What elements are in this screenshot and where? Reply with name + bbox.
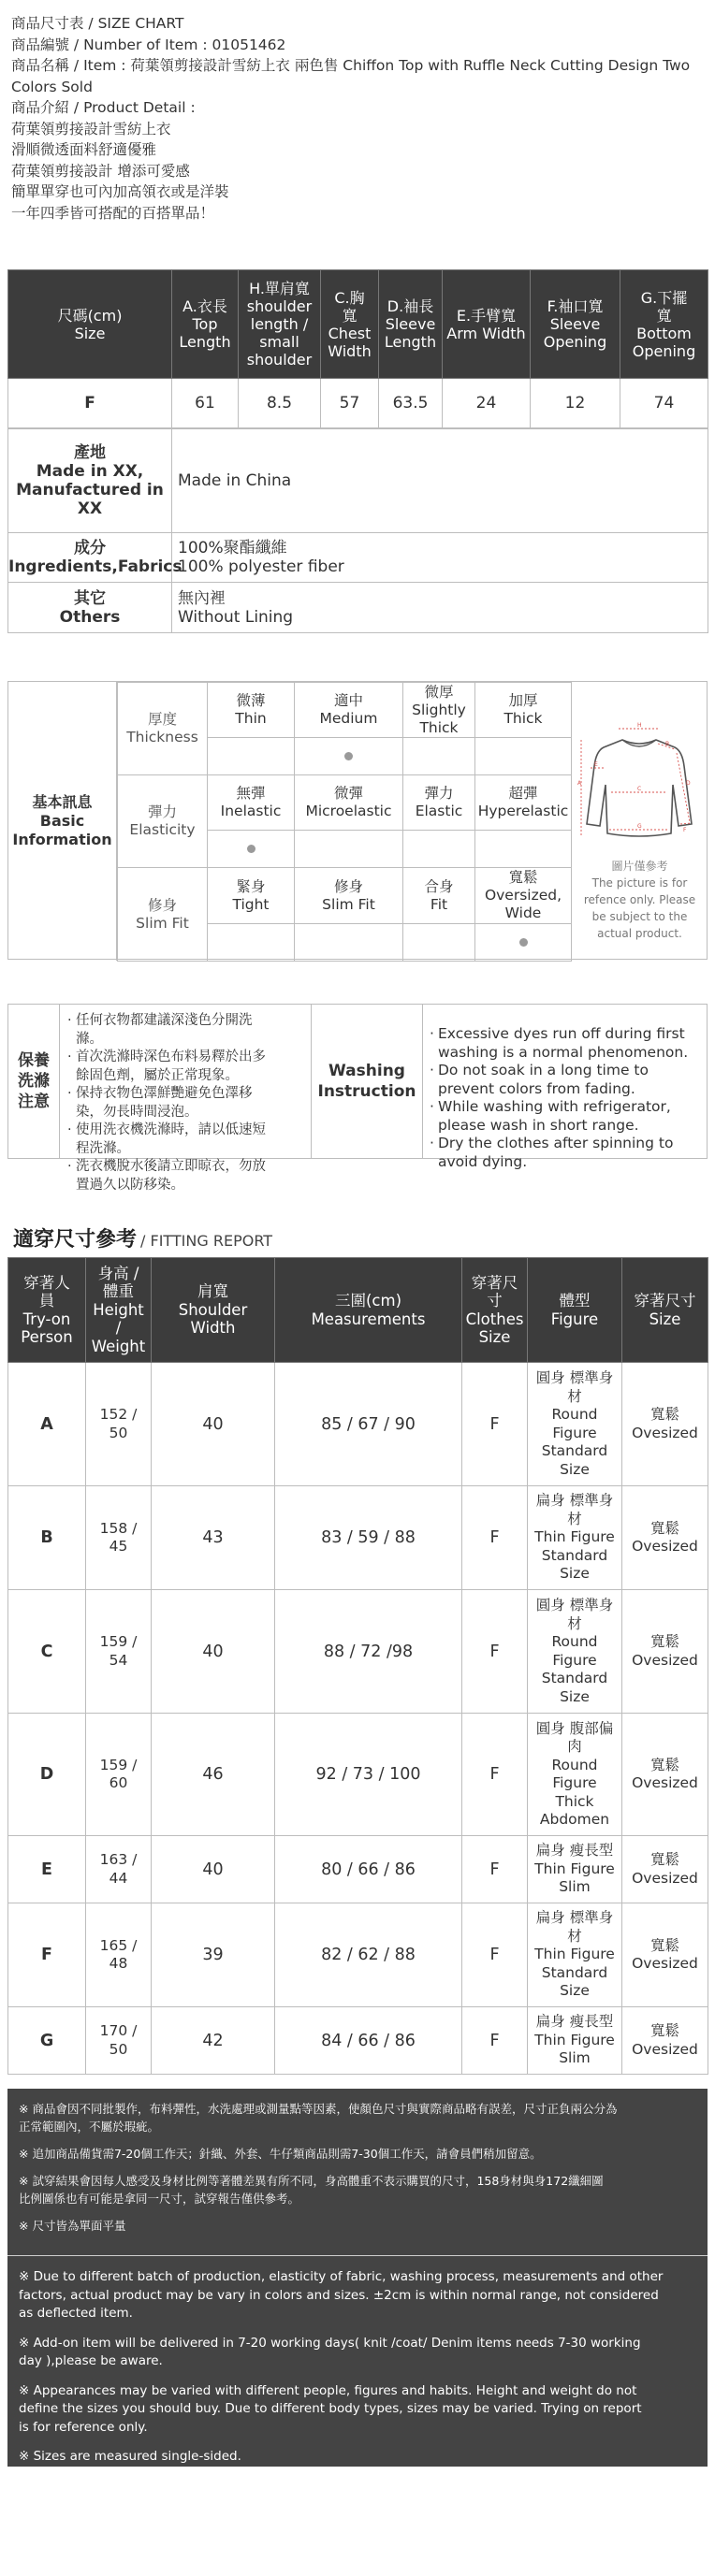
header-sleeve-opening: F.袖口寬 Sleeve Opening (531, 270, 620, 379)
others-value: 無內裡 Without Lining (172, 583, 708, 633)
cell-bottom-opening: 74 (620, 379, 708, 428)
list-item: · Dry the clothes after spinning to avoid dying. (430, 1135, 674, 1170)
detail-line: 荷葉領剪接設計雪紡上衣 (11, 120, 171, 137)
cell-fit: 寬鬆 Ovesized (622, 1836, 708, 1903)
list-item: · 洗衣機脫水後請立即晾衣，勿放 置過久以防移染。 (67, 1159, 266, 1193)
ingredients-label: 成分 Ingredients,Fabrics (8, 533, 172, 583)
washing-title-en: Washing Instruction (311, 1005, 423, 1158)
table-row (8, 1486, 708, 1590)
list-item: · 任何衣物都建議深淺色分開洗 滌。 (67, 1013, 253, 1047)
fit-marker-cell (475, 924, 572, 962)
cell-figure: 扁身 瘦長型 Thin Figure Slim (528, 1836, 622, 1903)
thickness-marker-cell (403, 738, 475, 775)
fit-marker-cell (295, 924, 403, 962)
elasticity-option: 彈力 Elastic (403, 775, 475, 831)
cell-height-weight: 159 / 60 (86, 1714, 152, 1836)
fit-option: 寬鬆 Oversized, Wide (475, 868, 572, 924)
cell-height-weight: 152 / 50 (86, 1363, 152, 1486)
chart-title: 商品尺寸表 / SIZE CHART (11, 15, 184, 32)
elasticity-marker-cell (208, 831, 295, 868)
header-arm-width: E.手臂寬 Arm Width (443, 270, 531, 379)
header-chest-width: C.胸 寬 Chest Width (321, 270, 379, 379)
thickness-option: 適中 Medium (295, 683, 403, 738)
cell-shoulder: 46 (152, 1714, 275, 1836)
note-item: ※ Add-on item will be delivered in 7-20 working days( knit /coat/ Denim items needs 7-30 working day ),please be aware. (19, 2335, 641, 2368)
note-item: ※ 尺寸皆為單面平量 (19, 2219, 126, 2233)
cell-clothes-size: F (462, 1363, 528, 1486)
washing-instructions (7, 1004, 708, 1193)
thickness-label: 厚度 Thickness (118, 683, 208, 775)
origin-value: Made in China (172, 429, 708, 533)
header-shoulder-length: H.單肩寬 shoulder length / small shoulder (239, 270, 321, 379)
cell-fit: 寬鬆 Ovesized (622, 1363, 708, 1486)
cell-height-weight: 165 / 48 (86, 1903, 152, 2007)
list-item: · 使用洗衣機洗滌時，請以低速短 程洗滌。 (67, 1122, 266, 1156)
cell-clothes-size: F (462, 1590, 528, 1714)
list-item: · 保持衣物色澤鮮艷避免色澤移 染，勿長時間浸泡。 (67, 1086, 253, 1120)
note-item: ※ Appearances may be varied with different people, figures and habits. Height and weight do not define the sizes you should buy. Due to different body types, sizes may be varied. Trying on report is for reference only. (19, 2382, 642, 2435)
detail-line: 滑順微透面料舒適優雅 (11, 141, 157, 158)
header-shoulder: 肩寬 Shoulder Width (152, 1258, 275, 1363)
header-bottom-opening: G.下擺 寬 Bottom Opening (620, 270, 708, 379)
diagram-letter: F (683, 827, 687, 833)
size-table (7, 269, 708, 428)
detail-line: 簡單單穿也可內加高領衣或是洋裝 (11, 183, 229, 200)
cell-shoulder: 40 (152, 1363, 275, 1486)
notes-en (19, 2268, 696, 2478)
header-person: 穿著人 員 Try-on Person (8, 1258, 86, 1363)
cell-fit: 寬鬆 Ovesized (622, 1714, 708, 1836)
elasticity-marker-cell (295, 831, 403, 868)
cell-clothes-size: F (462, 2007, 528, 2075)
cell-measurements: 80 / 66 / 86 (275, 1836, 462, 1903)
spec-table (7, 428, 708, 633)
header-figure: 體型 Figure (528, 1258, 622, 1363)
cell-height-weight: 159 / 54 (86, 1590, 152, 1714)
cell-top-length: 61 (172, 379, 239, 428)
thickness-marker-cell (475, 738, 572, 775)
cell-fit: 寬鬆 Ovesized (622, 2007, 708, 2075)
diagram-letter: E (594, 761, 598, 768)
cell-person: E (8, 1836, 86, 1903)
diagram-letter: H (637, 722, 642, 729)
elasticity-option: 無彈 Inelastic (208, 775, 295, 831)
table-row (8, 1836, 708, 1903)
table-row (8, 1903, 708, 2007)
cell-shoulder: 40 (152, 1836, 275, 1903)
elasticity-selected-dot (247, 845, 255, 853)
cell-shoulder: 43 (152, 1486, 275, 1590)
fit-option: 修身 Slim Fit (295, 868, 403, 924)
note-item: ※ 商品會因不同批製作，布料彈性，水洗處理或測量點等因素，使顏色尺寸與實際商品略有誤差，尺寸正負兩公分為 正常範圍內，不屬於瑕疵。 (19, 2102, 618, 2134)
header-top-length: A.衣長 Top Length (172, 270, 239, 379)
header-size: 尺碼(cm) Size (8, 270, 172, 379)
washing-list-zh (67, 1012, 313, 1194)
picture-note: 圖片僅參考 The picture is for refence only. Please be subject to the actual product. (583, 860, 696, 940)
cell-height-weight: 163 / 44 (86, 1836, 152, 1903)
cell-fit: 寬鬆 Ovesized (622, 1486, 708, 1590)
cell-clothes-size: F (462, 1486, 528, 1590)
cell-person: A (8, 1363, 86, 1486)
thickness-option: 微薄 Thin (208, 683, 295, 738)
cell-shoulder-length: 8.5 (239, 379, 321, 428)
notes-box (7, 2089, 708, 2467)
diagram-letter: G (637, 823, 642, 830)
table-row (8, 533, 708, 583)
header-measurements: 三圍(cm) Measurements (275, 1258, 462, 1363)
elasticity-marker-cell (403, 831, 475, 868)
note-item: ※ Due to different batch of production, elasticity of fabric, washing process, measurements and other factors, actual product may be vary in colors and sizes. ±2cm is within normal range, not considered as deflected item. (19, 2269, 664, 2321)
washing-title-zh: 保養 洗滌 注意 (8, 1005, 60, 1158)
cell-clothes-size: F (462, 1903, 528, 2007)
note-item: ※ 追加商品備貨需7-20個工作天；針織、外套、牛仔類商品則需7-30個工作天，請會員們稍加留意。 (19, 2147, 542, 2161)
header-fit: 穿著尺寸 Size (622, 1258, 708, 1363)
notes-zh (19, 2100, 696, 2244)
cell-measurements: 88 / 72 /98 (275, 1590, 462, 1714)
cell-figure: 圓身 腹部偏 肉 Round Figure Thick Abdomen (528, 1714, 622, 1836)
thickness-selected-dot (344, 752, 353, 760)
thickness-option: 加厚 Thick (475, 683, 572, 738)
thickness-option: 微厚 Slightly Thick (403, 683, 475, 738)
note-item: ※ Sizes are measured single-sided. (19, 2449, 241, 2464)
fit-marker-cell (208, 924, 295, 962)
detail-line: 荷葉領剪接設計 增添可愛感 (11, 162, 190, 180)
cell-measurements: 82 / 62 / 88 (275, 1903, 462, 2007)
header-clothes-size: 穿著尺 寸 Clothes Size (462, 1258, 528, 1363)
detail-line: 一年四季皆可搭配的百搭單品！ (11, 204, 215, 222)
cell-measurements: 84 / 66 / 86 (275, 2007, 462, 2075)
diagram-letter: B (665, 741, 670, 747)
fitting-report-heading: 適穿尺寸參考 / FITTING REPORT (13, 1228, 273, 1252)
cell-person: D (8, 1714, 86, 1836)
header-sleeve-length: D.袖長 Sleeve Length (379, 270, 443, 379)
table-row (8, 583, 708, 633)
header-height-weight: 身高 / 體重 Height / Weight (86, 1258, 152, 1363)
list-item: · While washing with refrigerator, please wash in short range. (430, 1098, 671, 1134)
table-row (8, 429, 708, 533)
diagram-letter: D (686, 780, 691, 787)
notes-divider (7, 2255, 708, 2256)
fit-selected-dot (519, 938, 528, 947)
product-info (11, 13, 704, 224)
basic-info-grid (117, 682, 572, 962)
fit-marker-cell (403, 924, 475, 962)
sweater-diagram-icon (577, 719, 702, 850)
cell-size: F (8, 379, 172, 428)
cell-person: G (8, 2007, 86, 2075)
fitting-report-table (7, 1257, 708, 2075)
ingredients-value: 100%聚酯纖維 100% polyester fiber (172, 533, 708, 583)
cell-measurements: 92 / 73 / 100 (275, 1714, 462, 1836)
elasticity-option: 超彈 Hyperelastic (475, 775, 572, 831)
item-number: 商品編號 / Number of Item : 01051462 (11, 36, 286, 53)
list-item: · Do not soak in a long time to prevent colors from fading. (430, 1062, 649, 1097)
cell-shoulder: 42 (152, 2007, 275, 2075)
cell-figure: 扁身 標準身 材 Thin Figure Standard Size (528, 1903, 622, 2007)
detail-label: 商品介紹 / Product Detail : (11, 99, 196, 116)
elasticity-label: 彈力 Elasticity (118, 775, 208, 868)
cell-figure: 扁身 瘦長型 Thin Figure Slim (528, 2007, 622, 2075)
table-row (8, 1590, 708, 1714)
table-row (8, 1714, 708, 1836)
cell-sleeve-length: 63.5 (379, 379, 443, 428)
cell-person: C (8, 1590, 86, 1714)
others-label: 其它 Others (8, 583, 172, 633)
cell-figure: 扁身 標準身 材 Thin Figure Standard Size (528, 1486, 622, 1590)
cell-fit: 寬鬆 Ovesized (622, 1590, 708, 1714)
diagram-letter: C (637, 786, 642, 792)
elasticity-option: 微彈 Microelastic (295, 775, 403, 831)
table-row (8, 1363, 708, 1486)
diagram-letter: A (577, 780, 582, 787)
cell-measurements: 83 / 59 / 88 (275, 1486, 462, 1590)
table-row (8, 379, 708, 428)
cell-shoulder: 40 (152, 1590, 275, 1714)
cell-clothes-size: F (462, 1836, 528, 1903)
thickness-marker-cell (295, 738, 403, 775)
fit-label: 修身 Slim Fit (118, 868, 208, 962)
cell-person: B (8, 1486, 86, 1590)
cell-fit: 寬鬆 Ovesized (622, 1903, 708, 2007)
cell-arm-width: 24 (443, 379, 531, 428)
item-name: 商品名稱 / Item : 荷葉領剪接設計雪紡上衣 兩色售 Chiffon Top with Ruffle Neck Cutting Design Two Colors Sold (11, 57, 691, 95)
cell-sleeve-opening: 12 (531, 379, 620, 428)
washing-list-en (430, 1025, 707, 1171)
fit-option: 合身 Fit (403, 868, 475, 924)
origin-label: 產地 Made in XX, Manufactured in XX (8, 429, 172, 533)
garment-diagram (571, 682, 707, 961)
cell-shoulder: 39 (152, 1903, 275, 2007)
cell-height-weight: 170 / 50 (86, 2007, 152, 2075)
table-row (8, 2007, 708, 2075)
cell-figure: 圓身 標準身 材 Round Figure Standard Size (528, 1363, 622, 1486)
note-item: ※ 試穿結果會因每人感受及身材比例等著體差異有所不同，身高體重不表示購買的尺寸，158身材與身172纖細圖 比例圖係也有可能是拿同一尺寸，試穿報告僅供參考。 (19, 2174, 604, 2206)
basic-info (7, 681, 708, 960)
cell-figure: 圓身 標準身 材 Round Figure Standard Size (528, 1590, 622, 1714)
cell-person: F (8, 1903, 86, 2007)
basic-info-title: 基本訊息 Basic Information (8, 682, 117, 961)
cell-chest-width: 57 (321, 379, 379, 428)
thickness-marker-cell (208, 738, 295, 775)
fit-option: 緊身 Tight (208, 868, 295, 924)
list-item: · Excessive dyes run off during first washing is a normal phenomenon. (430, 1025, 689, 1061)
cell-measurements: 85 / 67 / 90 (275, 1363, 462, 1486)
cell-clothes-size: F (462, 1714, 528, 1836)
list-item: · 首次洗滌時深色布料易釋於出多 餘固色劑，屬於正常現象。 (67, 1049, 266, 1083)
cell-height-weight: 158 / 45 (86, 1486, 152, 1590)
elasticity-marker-cell (475, 831, 572, 868)
